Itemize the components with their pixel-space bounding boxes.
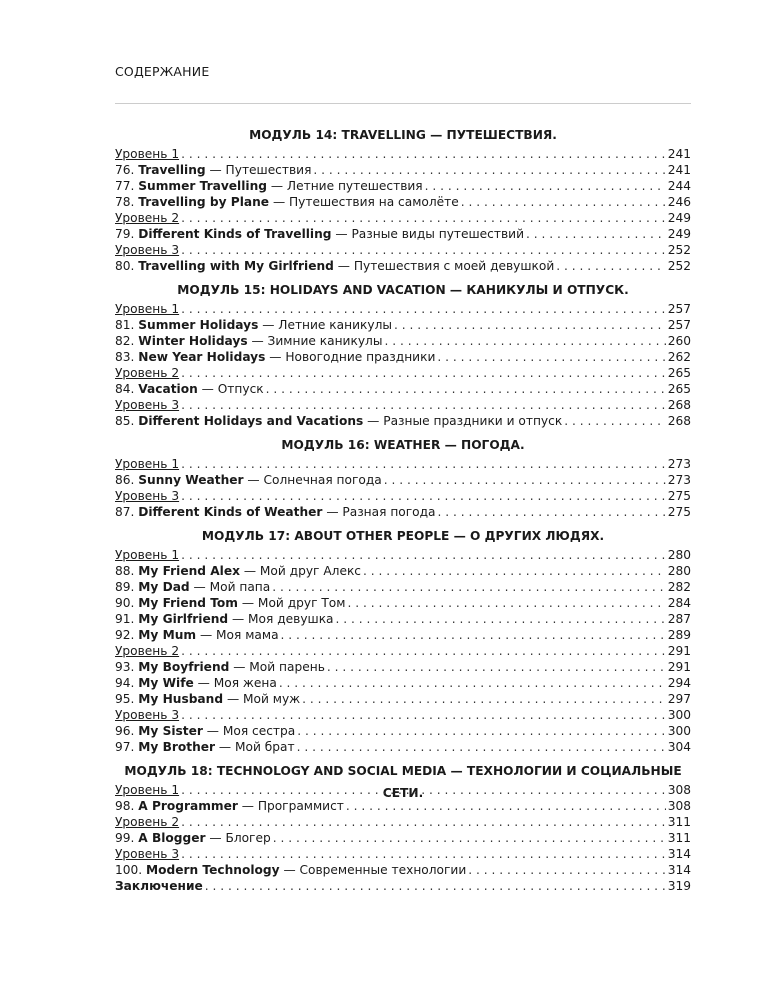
page-number: 300 (667, 708, 691, 722)
toc-level-entry[interactable] (115, 846, 691, 862)
level-label: Уровень 2 (115, 815, 180, 829)
dot-leader (181, 846, 666, 862)
level-label: Уровень 3 (115, 847, 180, 861)
page-number: 314 (667, 847, 691, 861)
dot-leader (336, 611, 666, 627)
level-label: Уровень 3 (115, 243, 180, 257)
level-label: Уровень 1 (115, 783, 180, 797)
page-number: 311 (667, 815, 691, 829)
lesson-title-ru: — Разная погода (326, 505, 436, 519)
lesson-title-en: Different Kinds of Weather (138, 505, 323, 519)
toc-entry-title (115, 723, 295, 739)
toc-lesson-entry[interactable] (115, 226, 691, 242)
toc-lesson-entry[interactable] (115, 675, 691, 691)
toc-level-entry[interactable] (115, 242, 691, 258)
dot-leader (425, 178, 666, 194)
toc-lesson-entry[interactable] (115, 504, 691, 520)
dot-leader (181, 782, 666, 798)
toc-entry-title (115, 504, 436, 520)
level-label: Уровень 3 (115, 398, 180, 412)
lesson-title-en: My Sister (138, 724, 203, 738)
dot-leader (302, 691, 666, 707)
dot-leader (297, 739, 666, 755)
lesson-title-en: My Friend Alex (138, 564, 240, 578)
level-label: Уровень 2 (115, 211, 180, 225)
lesson-title-ru: — Программист (241, 799, 344, 813)
lesson-title-en: Travelling with My Girlfriend (138, 259, 334, 273)
toc-lesson-entry[interactable] (115, 258, 691, 274)
lesson-number: 79. (115, 227, 135, 241)
toc-module (115, 525, 691, 755)
lesson-title-en: Modern Technology (146, 863, 280, 877)
lesson-number: 97. (115, 740, 135, 754)
page-number: 273 (667, 457, 691, 471)
lesson-title-en: Sunny Weather (138, 473, 244, 487)
page-number: 257 (667, 302, 691, 316)
lesson-title-en: New Year Holidays (138, 350, 266, 364)
lesson-title-ru: — Путешествия с моей девушкой (337, 259, 555, 273)
toc-entry-title (115, 317, 392, 333)
toc-entry-title (115, 798, 344, 814)
level-label: Уровень 1 (115, 457, 180, 471)
toc-module (115, 434, 691, 520)
lesson-title-ru: — Мой друг Алекс (243, 564, 362, 578)
lesson-title-ru: — Мой друг Том (241, 596, 346, 610)
dot-leader (181, 242, 666, 258)
toc-entry-title (115, 226, 524, 242)
lesson-number: 87. (115, 505, 135, 519)
level-label: Уровень 2 (115, 644, 180, 658)
toc-lesson-entry[interactable] (115, 723, 691, 739)
lesson-title-ru: — Путешествия на самолёте (272, 195, 459, 209)
page-number: 289 (667, 628, 691, 642)
dot-leader (461, 194, 666, 210)
dot-leader (181, 210, 666, 226)
lesson-title-ru: — Разные праздники и отпуск (367, 414, 563, 428)
toc-lesson-entry[interactable] (115, 381, 691, 397)
dot-leader (181, 301, 666, 317)
level-label: Уровень 3 (115, 708, 180, 722)
toc-lesson-entry[interactable] (115, 659, 691, 675)
dot-leader (281, 627, 666, 643)
toc-entry-title (115, 563, 361, 579)
toc-entry-title (115, 472, 382, 488)
lesson-title-en: Winter Holidays (138, 334, 248, 348)
dot-leader (273, 830, 666, 846)
toc-level-entry[interactable] (115, 456, 691, 472)
lesson-number: 100. (115, 863, 143, 877)
toc-level-entry[interactable] (115, 782, 691, 798)
dot-leader (205, 878, 666, 894)
toc-lesson-entry[interactable] (115, 830, 691, 846)
lesson-title-en: My Girlfriend (138, 612, 229, 626)
lesson-title-ru: — Летние путешествия (270, 179, 423, 193)
lesson-title-en: Vacation (138, 382, 198, 396)
toc-level-entry[interactable] (115, 146, 691, 162)
lesson-title-en: Different Holidays and Vacations (138, 414, 364, 428)
toc-lesson-entry[interactable] (115, 862, 691, 878)
lesson-title-en: Summer Holidays (138, 318, 259, 332)
module-title: МОДУЛЬ 16: WEATHER — ПОГОДА. (281, 438, 525, 452)
module-title: МОДУЛЬ 14: TRAVELLING — ПУТЕШЕСТВИЯ. (249, 128, 557, 142)
module-title: МОДУЛЬ 17: ABOUT OTHER PEOPLE — О ДРУГИХ ЛЮДЯХ. (201, 529, 605, 543)
toc-lesson-entry[interactable] (115, 595, 691, 611)
toc-entry-title (115, 194, 459, 210)
lesson-number: 89. (115, 580, 135, 594)
lesson-title-ru: — Мой муж (226, 692, 301, 706)
toc-entry-title (115, 878, 203, 894)
toc-entry-title (115, 627, 279, 643)
page-number: 280 (667, 564, 691, 578)
lesson-number: 82. (115, 334, 135, 348)
page-number: 265 (667, 382, 691, 396)
page-number: 308 (667, 783, 691, 797)
toc-lesson-entry[interactable] (115, 194, 691, 210)
page-number: 291 (667, 644, 691, 658)
lesson-number: 98. (115, 799, 135, 813)
toc-lesson-entry[interactable] (115, 178, 691, 194)
toc-lesson-entry[interactable] (115, 317, 691, 333)
page-number: 252 (667, 243, 691, 257)
lesson-number: 76. (115, 163, 135, 177)
page-number: 244 (667, 179, 691, 193)
toc-level-entry[interactable] (115, 365, 691, 381)
toc-entry-title (115, 659, 325, 675)
toc-lesson-entry[interactable] (115, 611, 691, 627)
lesson-title-ru: — Блогер (209, 831, 271, 845)
dot-leader (181, 547, 666, 563)
page-number: 319 (667, 879, 691, 893)
toc-entry-title (115, 739, 295, 755)
lesson-title-ru: — Новогодние праздники (269, 350, 436, 364)
dot-leader (327, 659, 666, 675)
toc-lesson-entry[interactable] (115, 579, 691, 595)
toc-lesson-entry[interactable] (115, 413, 691, 429)
lesson-title-ru: — Мой брат (218, 740, 295, 754)
lesson-title-ru: — Моя девушка (231, 612, 334, 626)
dot-leader (181, 365, 666, 381)
lesson-title-ru: — Мой папа (193, 580, 271, 594)
toc-level-entry[interactable] (115, 210, 691, 226)
lesson-number: 81. (115, 318, 135, 332)
lesson-number: 90. (115, 596, 135, 610)
page-number: 249 (667, 211, 691, 225)
toc-entry-title (115, 579, 270, 595)
toc-entry-title (115, 830, 271, 846)
lesson-title-ru: — Отпуск (201, 382, 264, 396)
page-number: 265 (667, 366, 691, 380)
toc-lesson-entry[interactable] (115, 739, 691, 755)
toc-level-entry[interactable] (115, 707, 691, 723)
lesson-number: 83. (115, 350, 135, 364)
toc-level-entry[interactable] (115, 397, 691, 413)
toc-entry-title (115, 595, 345, 611)
page-number: 260 (667, 334, 691, 348)
page-number: 314 (667, 863, 691, 877)
dot-leader (346, 798, 666, 814)
lesson-title-en: Travelling (138, 163, 206, 177)
lesson-title-ru: — Путешествия (209, 163, 312, 177)
page-number: 241 (667, 147, 691, 161)
lesson-title-ru: — Разные виды путешествий (335, 227, 524, 241)
toc-entry-title (115, 862, 466, 878)
page-number: 291 (667, 660, 691, 674)
lesson-number: 78. (115, 195, 135, 209)
page-number: 284 (667, 596, 691, 610)
dot-leader (266, 381, 666, 397)
toc-entry-title (115, 381, 264, 397)
lesson-number: 77. (115, 179, 135, 193)
header-divider (115, 103, 691, 104)
page-number: 252 (667, 259, 691, 273)
table-of-contents (115, 124, 691, 894)
lesson-title-ru: — Моя жена (197, 676, 277, 690)
lesson-title-ru: — Мой парень (233, 660, 325, 674)
page-number: 273 (667, 473, 691, 487)
page-number: 268 (667, 398, 691, 412)
module-title: МОДУЛЬ 15: HOLIDAYS AND VACATION — КАНИКУЛЫ И ОТПУСК. (177, 283, 629, 297)
lesson-number: 85. (115, 414, 135, 428)
lesson-title-en: My Brother (138, 740, 216, 754)
toc-level-entry[interactable] (115, 488, 691, 504)
toc-level-entry[interactable] (115, 814, 691, 830)
dot-leader (181, 456, 666, 472)
page-number: 257 (667, 318, 691, 332)
lesson-title-en: A Blogger (138, 831, 206, 845)
lesson-number: 95. (115, 692, 135, 706)
level-label: Уровень 1 (115, 302, 180, 316)
dot-leader (394, 317, 666, 333)
lesson-title-ru: — Моя мама (199, 628, 279, 642)
toc-entry-title (115, 691, 300, 707)
level-label: Уровень 1 (115, 147, 180, 161)
dot-leader (181, 814, 666, 830)
toc-level-entry[interactable] (115, 301, 691, 317)
page-number: 275 (667, 489, 691, 503)
lesson-title-ru: — Зимние каникулы (251, 334, 383, 348)
page-number: 287 (667, 612, 691, 626)
conclusion-label: Заключение (115, 879, 203, 893)
lesson-title-en: My Friend Tom (138, 596, 238, 610)
page-number: 304 (667, 740, 691, 754)
toc-entry-title (115, 178, 423, 194)
toc-lesson-entry[interactable] (115, 798, 691, 814)
page-number: 311 (667, 831, 691, 845)
page-number: 308 (667, 799, 691, 813)
lesson-number: 91. (115, 612, 135, 626)
dot-leader (181, 707, 666, 723)
lesson-title-ru: — Летние каникулы (262, 318, 393, 332)
page-number: 294 (667, 676, 691, 690)
lesson-number: 96. (115, 724, 135, 738)
toc-entry-title (115, 349, 435, 365)
page-number: 282 (667, 580, 691, 594)
dot-leader (297, 723, 666, 739)
page-number: 262 (667, 350, 691, 364)
toc-module (115, 279, 691, 429)
dot-leader (347, 595, 665, 611)
toc-lesson-entry[interactable] (115, 627, 691, 643)
lesson-title-ru: — Моя сестра (206, 724, 296, 738)
lesson-title-ru: — Солнечная погода (247, 473, 382, 487)
lesson-number: 86. (115, 473, 135, 487)
dot-leader (437, 349, 665, 365)
toc-conclusion-entry[interactable] (115, 878, 691, 894)
dot-leader (564, 413, 666, 429)
lesson-number: 92. (115, 628, 135, 642)
dot-leader (181, 397, 666, 413)
lesson-number: 94. (115, 676, 135, 690)
dot-leader (384, 333, 665, 349)
dot-leader (181, 643, 666, 659)
lesson-title-en: My Husband (138, 692, 224, 706)
toc-entry-title (115, 162, 311, 178)
lesson-title-en: Travelling by Plane (138, 195, 270, 209)
toc-entry-title (115, 413, 562, 429)
toc-lesson-entry[interactable] (115, 333, 691, 349)
lesson-title-en: My Wife (138, 676, 194, 690)
lesson-title-en: My Dad (138, 580, 190, 594)
dot-leader (279, 675, 666, 691)
page-number: 249 (667, 227, 691, 241)
dot-leader (181, 488, 666, 504)
page-number: 275 (667, 505, 691, 519)
lesson-title-en: My Mum (138, 628, 197, 642)
toc-entry-title (115, 675, 277, 691)
page-number: 297 (667, 692, 691, 706)
toc-lesson-entry[interactable] (115, 691, 691, 707)
lesson-title-en: A Programmer (138, 799, 238, 813)
toc-lesson-entry[interactable] (115, 563, 691, 579)
dot-leader (438, 504, 666, 520)
dot-leader (384, 472, 666, 488)
page-number: 300 (667, 724, 691, 738)
dot-leader (526, 226, 666, 242)
page-number: 246 (667, 195, 691, 209)
level-label: Уровень 1 (115, 548, 180, 562)
toc-level-entry[interactable] (115, 643, 691, 659)
lesson-number: 99. (115, 831, 135, 845)
toc-entry-title (115, 258, 554, 274)
toc-module (115, 124, 691, 274)
page-number: 241 (667, 163, 691, 177)
lesson-number: 93. (115, 660, 135, 674)
lesson-number: 88. (115, 564, 135, 578)
page-number: 268 (667, 414, 691, 428)
page-header: СОДЕРЖАНИЕ (115, 64, 210, 79)
dot-leader (363, 563, 666, 579)
dot-leader (468, 862, 665, 878)
lesson-title-en: My Boyfriend (138, 660, 230, 674)
dot-leader (556, 258, 665, 274)
lesson-number: 80. (115, 259, 135, 273)
lesson-number: 84. (115, 382, 135, 396)
toc-level-entry[interactable] (115, 547, 691, 563)
module-title: МОДУЛЬ 18: TECHNOLOGY AND SOCIAL MEDIA — ТЕХНОЛОГИИ И СОЦИАЛЬНЫЕ СЕТИ. (124, 764, 682, 800)
dot-leader (272, 579, 666, 595)
page-number: 280 (667, 548, 691, 562)
dot-leader (313, 162, 665, 178)
toc-lesson-entry[interactable] (115, 472, 691, 488)
level-label: Уровень 3 (115, 489, 180, 503)
lesson-title-ru: — Современные технологии (283, 863, 467, 877)
level-label: Уровень 2 (115, 366, 180, 380)
toc-module (115, 760, 691, 894)
toc-entry-title (115, 333, 382, 349)
lesson-title-en: Different Kinds of Travelling (138, 227, 332, 241)
toc-lesson-entry[interactable] (115, 162, 691, 178)
lesson-title-en: Summer Travelling (138, 179, 267, 193)
dot-leader (181, 146, 666, 162)
toc-entry-title (115, 611, 334, 627)
toc-lesson-entry[interactable] (115, 349, 691, 365)
